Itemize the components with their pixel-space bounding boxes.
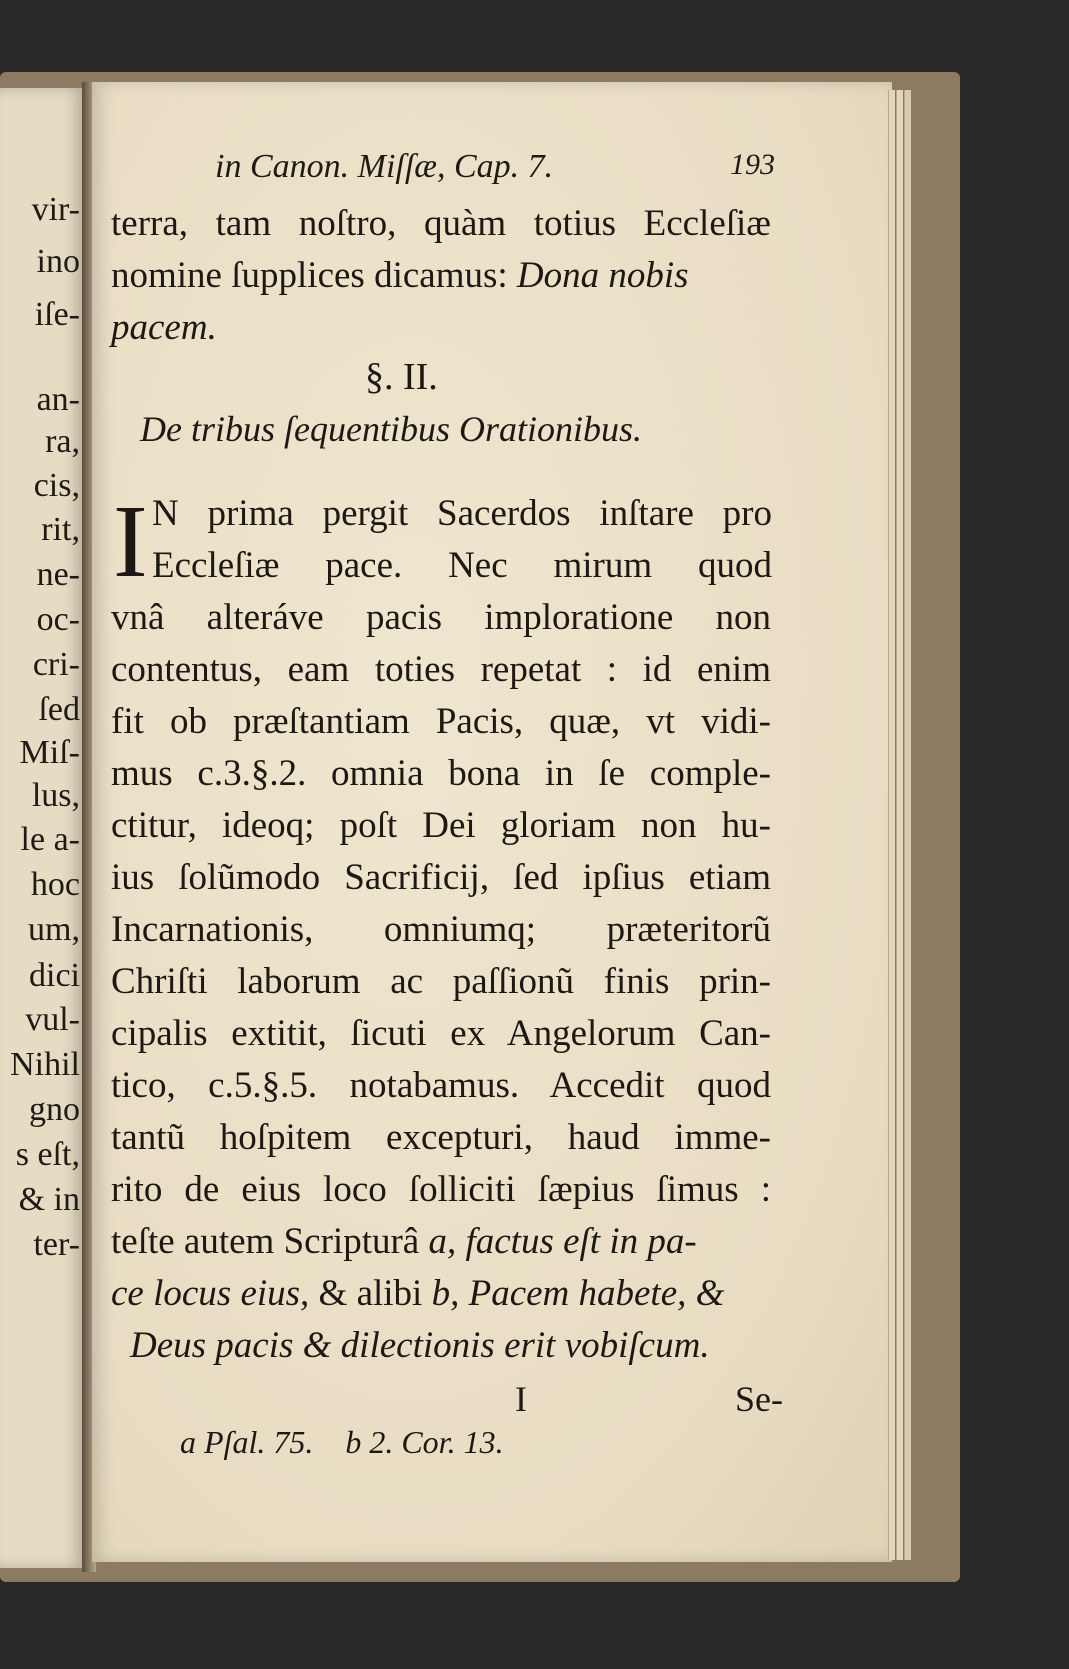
left-page-fragment: lus,: [31, 777, 80, 814]
text-line: [111, 1268, 771, 1320]
text-line: cipalis extitit, ſicuti ex Angelorum Can-: [111, 1013, 771, 1054]
text-line: mus c.3.§.2. omnia bona in ſe comple-: [111, 753, 771, 794]
text-line: Deus pacis & dilectionis erit vobiſcum.: [130, 1325, 710, 1366]
text-run-italic: ce locus eius,: [111, 1273, 310, 1314]
left-page-fragment: vir-: [31, 191, 80, 228]
page-edge: [896, 90, 903, 1560]
left-page-fragment: vul-: [25, 1001, 80, 1038]
left-page-fragment: oc-: [36, 601, 80, 638]
left-page-fragment: ne-: [36, 556, 80, 593]
left-page-fragment: dici: [29, 957, 80, 994]
signature-mark: I: [515, 1379, 527, 1419]
page-number: 193: [730, 148, 775, 181]
left-page-fragment: an-: [36, 381, 80, 418]
text-line: tantũ hoſpitem excepturi, haud imme-: [111, 1117, 771, 1158]
text-line: pacem.: [111, 307, 217, 348]
section-number: §. II.: [365, 356, 438, 398]
left-page: [0, 88, 86, 1568]
text-line: Chriſti laborum ac paſſionũ finis prin-: [111, 961, 771, 1002]
left-page-fragment: ra,: [45, 423, 80, 460]
text-line: ctitur, ideoq; poſt Dei gloriam non hu-: [111, 805, 771, 846]
left-page-fragment: ino: [36, 243, 80, 280]
left-page-fragment: rit,: [41, 511, 80, 548]
footnotes: [180, 1424, 504, 1461]
text-run-italic: b, Pacem habete, &: [431, 1273, 725, 1314]
text-line: rito de eius loco ſolliciti ſæpius ſimus :: [111, 1169, 771, 1210]
left-page-fragment: cis,: [33, 467, 80, 504]
left-page-fragment: gno: [29, 1091, 80, 1128]
text-line: N prima pergit Sacerdos inſtare pro: [152, 493, 772, 534]
catchword: Se-: [735, 1379, 783, 1419]
text-line: terra, tam noſtro, quàm totius Eccleſiæ: [111, 203, 771, 244]
section-heading: De tribus ſequentibus Orationibus.: [140, 409, 642, 449]
text-line: vnâ alteráve pacis imploratione non: [111, 597, 771, 638]
page-edge: [904, 90, 911, 1560]
left-page-fragment: le a-: [20, 821, 80, 858]
text-line: tico, c.5.§.5. notabamus. Accedit quod: [111, 1065, 771, 1106]
text-run: teſte autem Scripturâ: [111, 1221, 420, 1262]
page-edge: [888, 90, 895, 1560]
left-page-fragment: Nihil: [10, 1046, 80, 1083]
left-page-fragment: cri-: [32, 646, 80, 683]
text-line: [111, 1216, 771, 1268]
left-page-fragment: Miſ-: [19, 734, 80, 771]
text-line: ius ſolũmodo Sacrificij, ſed ipſius etiam: [111, 857, 771, 898]
drop-cap: I: [113, 484, 148, 599]
text-line: [111, 250, 771, 302]
text-line: Incarnationis, omniumq; præteritorũ: [111, 909, 771, 950]
text-line: contentus, eam toties repetat : id enim: [111, 649, 771, 690]
left-page-fragment: & in: [18, 1181, 80, 1218]
text-run: & alibi: [318, 1273, 423, 1314]
text-run-italic: a, factus eſt in pa-: [428, 1221, 697, 1262]
text-line: Eccleſiæ pace. Nec mirum quod: [152, 545, 772, 586]
text-line: fit ob præſtantiam Pacis, quæ, vt vidi-: [111, 701, 771, 742]
text-run-italic: Dona nobis: [516, 255, 689, 296]
text-run: nomine ſupplices dicamus:: [111, 255, 508, 296]
footnote-a: a Pſal. 75.: [180, 1424, 314, 1460]
footnote-b: b 2. Cor. 13.: [345, 1424, 504, 1460]
left-page-fragment: s eſt,: [15, 1136, 80, 1173]
left-page-fragment: ſed: [38, 691, 80, 728]
left-page-fragment: ter-: [33, 1226, 80, 1263]
left-page-fragment: hoc: [30, 866, 80, 903]
left-page-fragment: um,: [28, 911, 80, 948]
running-title: in Canon. Miſſæ, Cap. 7.: [215, 148, 554, 185]
running-head: [125, 148, 775, 192]
left-page-fragment: iſe-: [34, 296, 80, 333]
